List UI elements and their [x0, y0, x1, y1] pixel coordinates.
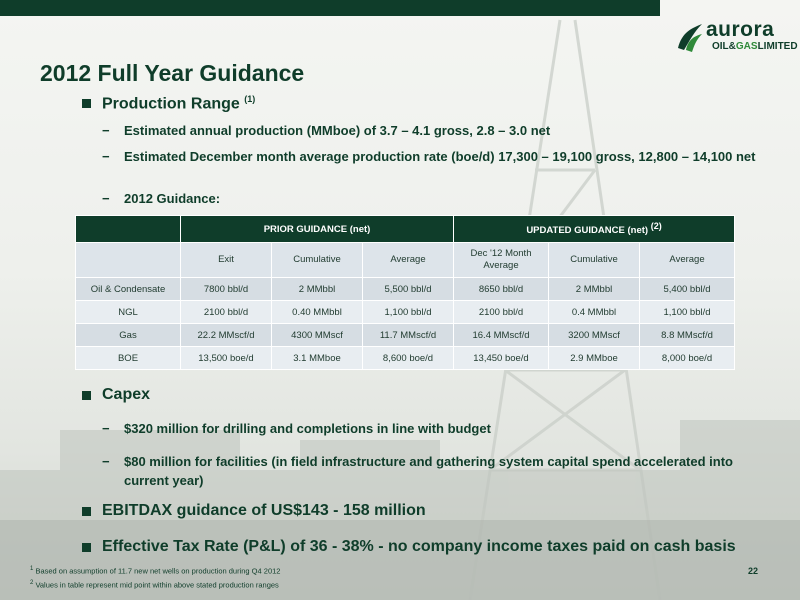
table-group-header-row: [76, 216, 735, 243]
table-cell: 0.40 MMbbl: [272, 301, 363, 324]
dash-icon: −: [102, 191, 110, 206]
table-cell: 3200 MMscf: [549, 324, 640, 347]
table-cell: 16.4 MMscf/d: [454, 324, 549, 347]
ebitdax-text: EBITDAX guidance of US$143 - 158 million: [102, 502, 426, 519]
bullet-ebitdax: [102, 502, 426, 520]
footnote-1: $^1$ Based on assumption of 11.7 new net wells on production during Q4 2012: [30, 566, 281, 576]
updated-guidance-header: UPDATED GUIDANCE (net) $^{(2)}$: [454, 216, 735, 243]
table-cell: 8.8 MMscf/d: [640, 324, 735, 347]
page-title: 2012 Full Year Guidance: [40, 60, 305, 86]
dash-icon: −: [102, 123, 110, 138]
capex-heading: Capex: [102, 386, 151, 403]
table-column-header: Dec '12 Month Average: [454, 243, 549, 278]
table-cell: 7800 bbl/d: [181, 278, 272, 301]
bullet-square-icon: [82, 391, 91, 400]
capex-item-text: $80 million for facilities (in field infrastructure and gathering system capital spend accelerated into current year): [124, 454, 733, 488]
logo-sub-gas: GAS: [735, 41, 758, 52]
company-logo: [672, 18, 798, 54]
table-cell: 3.1 MMboe: [272, 347, 363, 370]
table-row-label: NGL: [76, 301, 181, 324]
table-cell: 2100 bbl/d: [181, 301, 272, 324]
production-item-text: Estimated December month average production rate (boe/d) 17,300 – 19,100 gross, 12,800 – 14,100 net: [124, 149, 756, 164]
table-cell: 11.7 MMscf/d: [363, 324, 454, 347]
dash-icon: −: [102, 454, 110, 469]
table-row: [76, 347, 735, 370]
production-heading: Production Range: [102, 95, 240, 113]
table-corner-cell: [76, 216, 181, 243]
table-cell: 5,500 bbl/d: [363, 278, 454, 301]
bullet-square-icon: [82, 507, 91, 516]
table-column-header: Average: [363, 243, 454, 278]
table-row: [76, 278, 735, 301]
logo-sub-amp: &: [728, 41, 736, 52]
table-cell: 1,100 bbl/d: [363, 301, 454, 324]
table-cell: 8,000 boe/d: [640, 347, 735, 370]
production-item-text: Estimated annual production (MMboe) of 3.7 – 4.1 gross, 2.8 – 3.0 net: [124, 123, 551, 138]
table-cell: 2 MMbbl: [272, 278, 363, 301]
table-column-header-row: [76, 243, 735, 278]
table-column-header-blank: [76, 243, 181, 278]
table-cell: 5,400 bbl/d: [640, 278, 735, 301]
table-cell: 2 MMbbl: [549, 278, 640, 301]
table-column-header: Cumulative: [549, 243, 640, 278]
page-number: 22: [748, 566, 759, 576]
table-row-label: Oil & Condensate: [76, 278, 181, 301]
table-row-label: BOE: [76, 347, 181, 370]
tax-text: Effective Tax Rate (P&L) of 36 - 38% - no company income taxes paid on cash basis: [102, 538, 736, 555]
table-cell: 8650 bbl/d: [454, 278, 549, 301]
capex-item-text: $320 million for drilling and completions in line with budget: [124, 421, 491, 436]
table-row-label: Gas: [76, 324, 181, 347]
table-row: [76, 324, 735, 347]
table-cell: 0.4 MMbbl: [549, 301, 640, 324]
production-footnote-ref: (1): [244, 94, 256, 104]
table-cell: 22.2 MMscf/d: [181, 324, 272, 347]
bullet-production-range: [102, 94, 255, 113]
table-cell: 13,450 boe/d: [454, 347, 549, 370]
table-cell: 13,500 boe/d: [181, 347, 272, 370]
table-cell: 2.9 MMboe: [549, 347, 640, 370]
table-cell: 1,100 bbl/d: [640, 301, 735, 324]
bullet-capex: [102, 386, 150, 404]
table-column-header: Average: [640, 243, 735, 278]
bullet-square-icon: [82, 99, 91, 108]
logo-subtitle: [712, 41, 798, 52]
table-row: [76, 301, 735, 324]
logo-wordmark: aurora: [706, 18, 775, 41]
dash-icon: −: [102, 421, 110, 436]
production-item-text: 2012 Guidance:: [124, 191, 221, 206]
table-column-header: Cumulative: [272, 243, 363, 278]
bullet-tax-rate: [102, 538, 736, 556]
footnote-2: $^2$ Values in table represent mid point within above stated production ranges: [30, 580, 279, 590]
table-cell: 4300 MMscf: [272, 324, 363, 347]
logo-sub-oil: OIL: [712, 41, 729, 52]
logo-flame-icon: [672, 18, 706, 54]
dash-icon: −: [102, 149, 110, 164]
bullet-square-icon: [82, 543, 91, 552]
prior-guidance-header: PRIOR GUIDANCE (net): [181, 216, 454, 243]
table-column-header: Exit: [181, 243, 272, 278]
logo-sub-limited: LIMITED: [757, 41, 798, 52]
guidance-table: [75, 215, 735, 370]
top-accent-bar: [0, 0, 660, 16]
table-cell: 2100 bbl/d: [454, 301, 549, 324]
table-cell: 8,600 boe/d: [363, 347, 454, 370]
